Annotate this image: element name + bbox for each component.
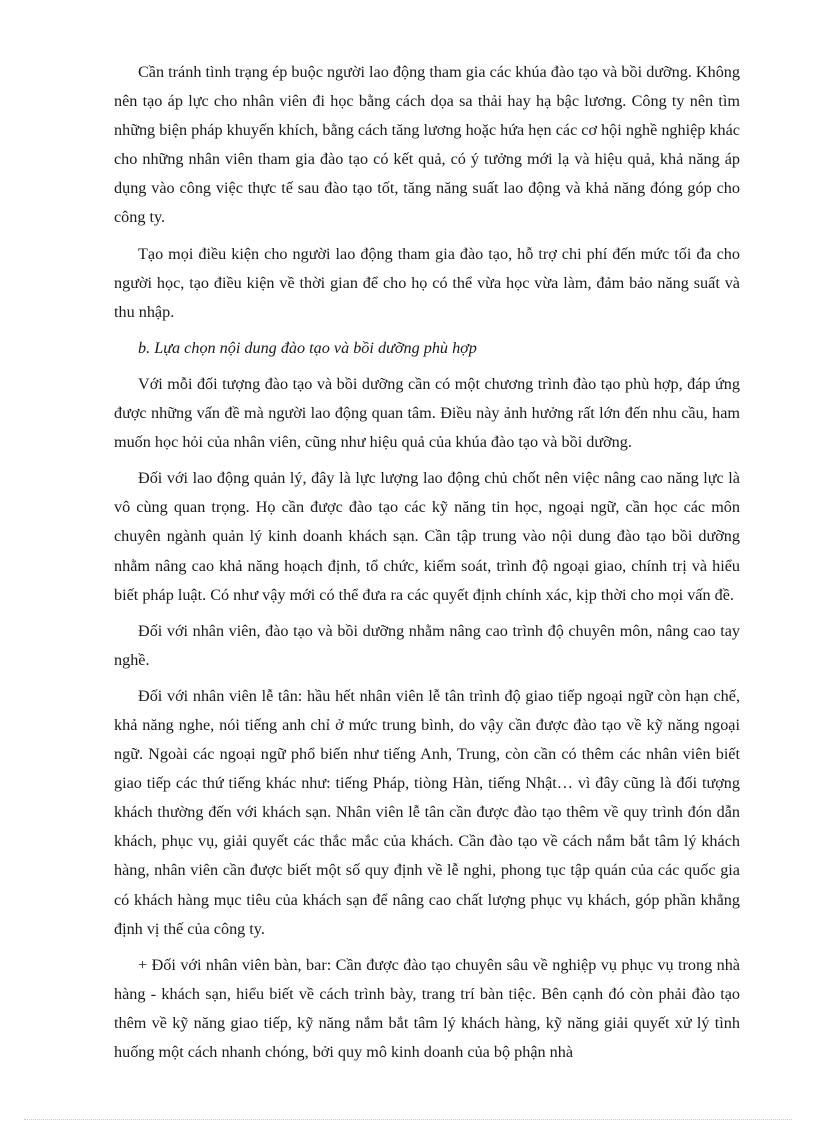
- paragraph-management-staff: Đối với lao động quản lý, đây là lực lượng lao động chủ chốt nên việc nâng cao năng lực là vô cùng quan trọng. Họ cần được đào tạo các kỹ năng tin học, ngoại ngữ, cần học các môn chuyên ngành quản lý kinh doanh khách sạn. Cần tập trung vào nội dung đào tạo bồi dưỡng nhằm nâng cao khả năng hoạch định, tổ chức, kiểm soát, trình độ ngoại giao, chính trị và hiểu biết pháp luật. Có như vậy mới có thể đưa ra các quyết định chính xác, kịp thời cho mọi vấn đề.: [114, 469, 740, 604]
- section-heading: b. Lựa chọn nội dung đào tạo và bồi dưỡng phù hợp: [138, 338, 477, 357]
- paragraph-employees: Đối với nhân viên, đào tạo và bồi dưỡng nhằm nâng cao trình độ chuyên môn, nâng cao tay nghề.: [114, 621, 740, 669]
- paragraph-support-conditions: Tạo mọi điều kiện cho người lao động tham gia đào tạo, hỗ trợ chi phí đến mức tối đa cho người học, tạo điều kiện về thời gian để cho họ có thể vừa học vừa làm, đảm bảo năng suất và thu nhập.: [114, 244, 740, 321]
- paragraph-training-incentives: Cần tránh tình trạng ép buộc người lao động tham gia các khúa đào tạo và bồi dưỡng. Không nên tạo áp lực cho nhân viên đi học bằng cách dọa sa thải hay hạ bậc lương. Công ty nên tìm những biện pháp khuyến khích, bằng cách tăng lương hoặc hứa hẹn các cơ hội nghề nghiệp khác cho những nhân viên tham gia đào tạo có kết quả, có ý tưởng mới lạ và hiệu quả, khả năng áp dụng vào công việc thực tế sau đào tạo tốt, tăng năng suất lao động và khả năng đóng góp cho công ty.: [114, 63, 740, 227]
- paragraph-table-bar-staff: + Đối với nhân viên bàn, bar: Cần được đào tạo chuyên sâu về nghiệp vụ phục vụ trong nhà hàng - khách sạn, hiểu biết về cách trình bày, trang trí bàn tiệc. Bên cạnh đó còn phải đào tạo thêm về kỹ năng giao tiếp, kỹ năng nắm bắt tâm lý khách hàng, kỹ năng giải quyết xử lý tình huống một cách nhanh chóng, bởi quy mô kinh doanh của bộ phận nhà: [114, 955, 740, 1061]
- paragraph-reception-staff: Đối với nhân viên lễ tân: hầu hết nhân viên lễ tân trình độ giao tiếp ngoại ngữ còn hạn chế, khả năng nghe, nói tiếng anh chỉ ở mức trung bình, do vậy cần được đào tạo về kỹ năng ngoại ngữ. Ngoài các ngoại ngữ phổ biến như tiếng Anh, Trung, còn cần có thêm các nhân viên biết giao tiếp các thứ tiếng khác như: tiếng Pháp, tiòng Hàn, tiếng Nhật… vì đây cũng là đối tượng khách thường đến với khách sạn. Nhân viên lễ tân cần được đào tạo thêm về quy trình đón dẫn khách, phục vụ, giải quyết các thắc mắc của khách. Cần đào tạo về cách nắm bắt tâm lý khách hàng, nhân viên cần được biết một số quy định về lễ nghi, phong tục tập quán của các quốc gia có khách hàng mục tiêu của khách sạn để nâng cao chất lượng phục vụ khách, góp phần khẳng định vị thế của công ty.: [114, 686, 740, 938]
- page-bottom-divider: [24, 1119, 792, 1120]
- document-body: [114, 58, 740, 1074]
- paragraph-suitable-program: Với mỗi đối tượng đào tạo và bồi dưỡng cần có một chương trình đào tạo phù hợp, đáp ứng được những vấn đề mà người lao động quan tâm. Điều này ảnh hưởng rất lớn đến nhu cầu, ham muốn học hỏi của nhân viên, cũng như hiệu quả của khúa đào tạo và bồi dưỡng.: [114, 374, 740, 452]
